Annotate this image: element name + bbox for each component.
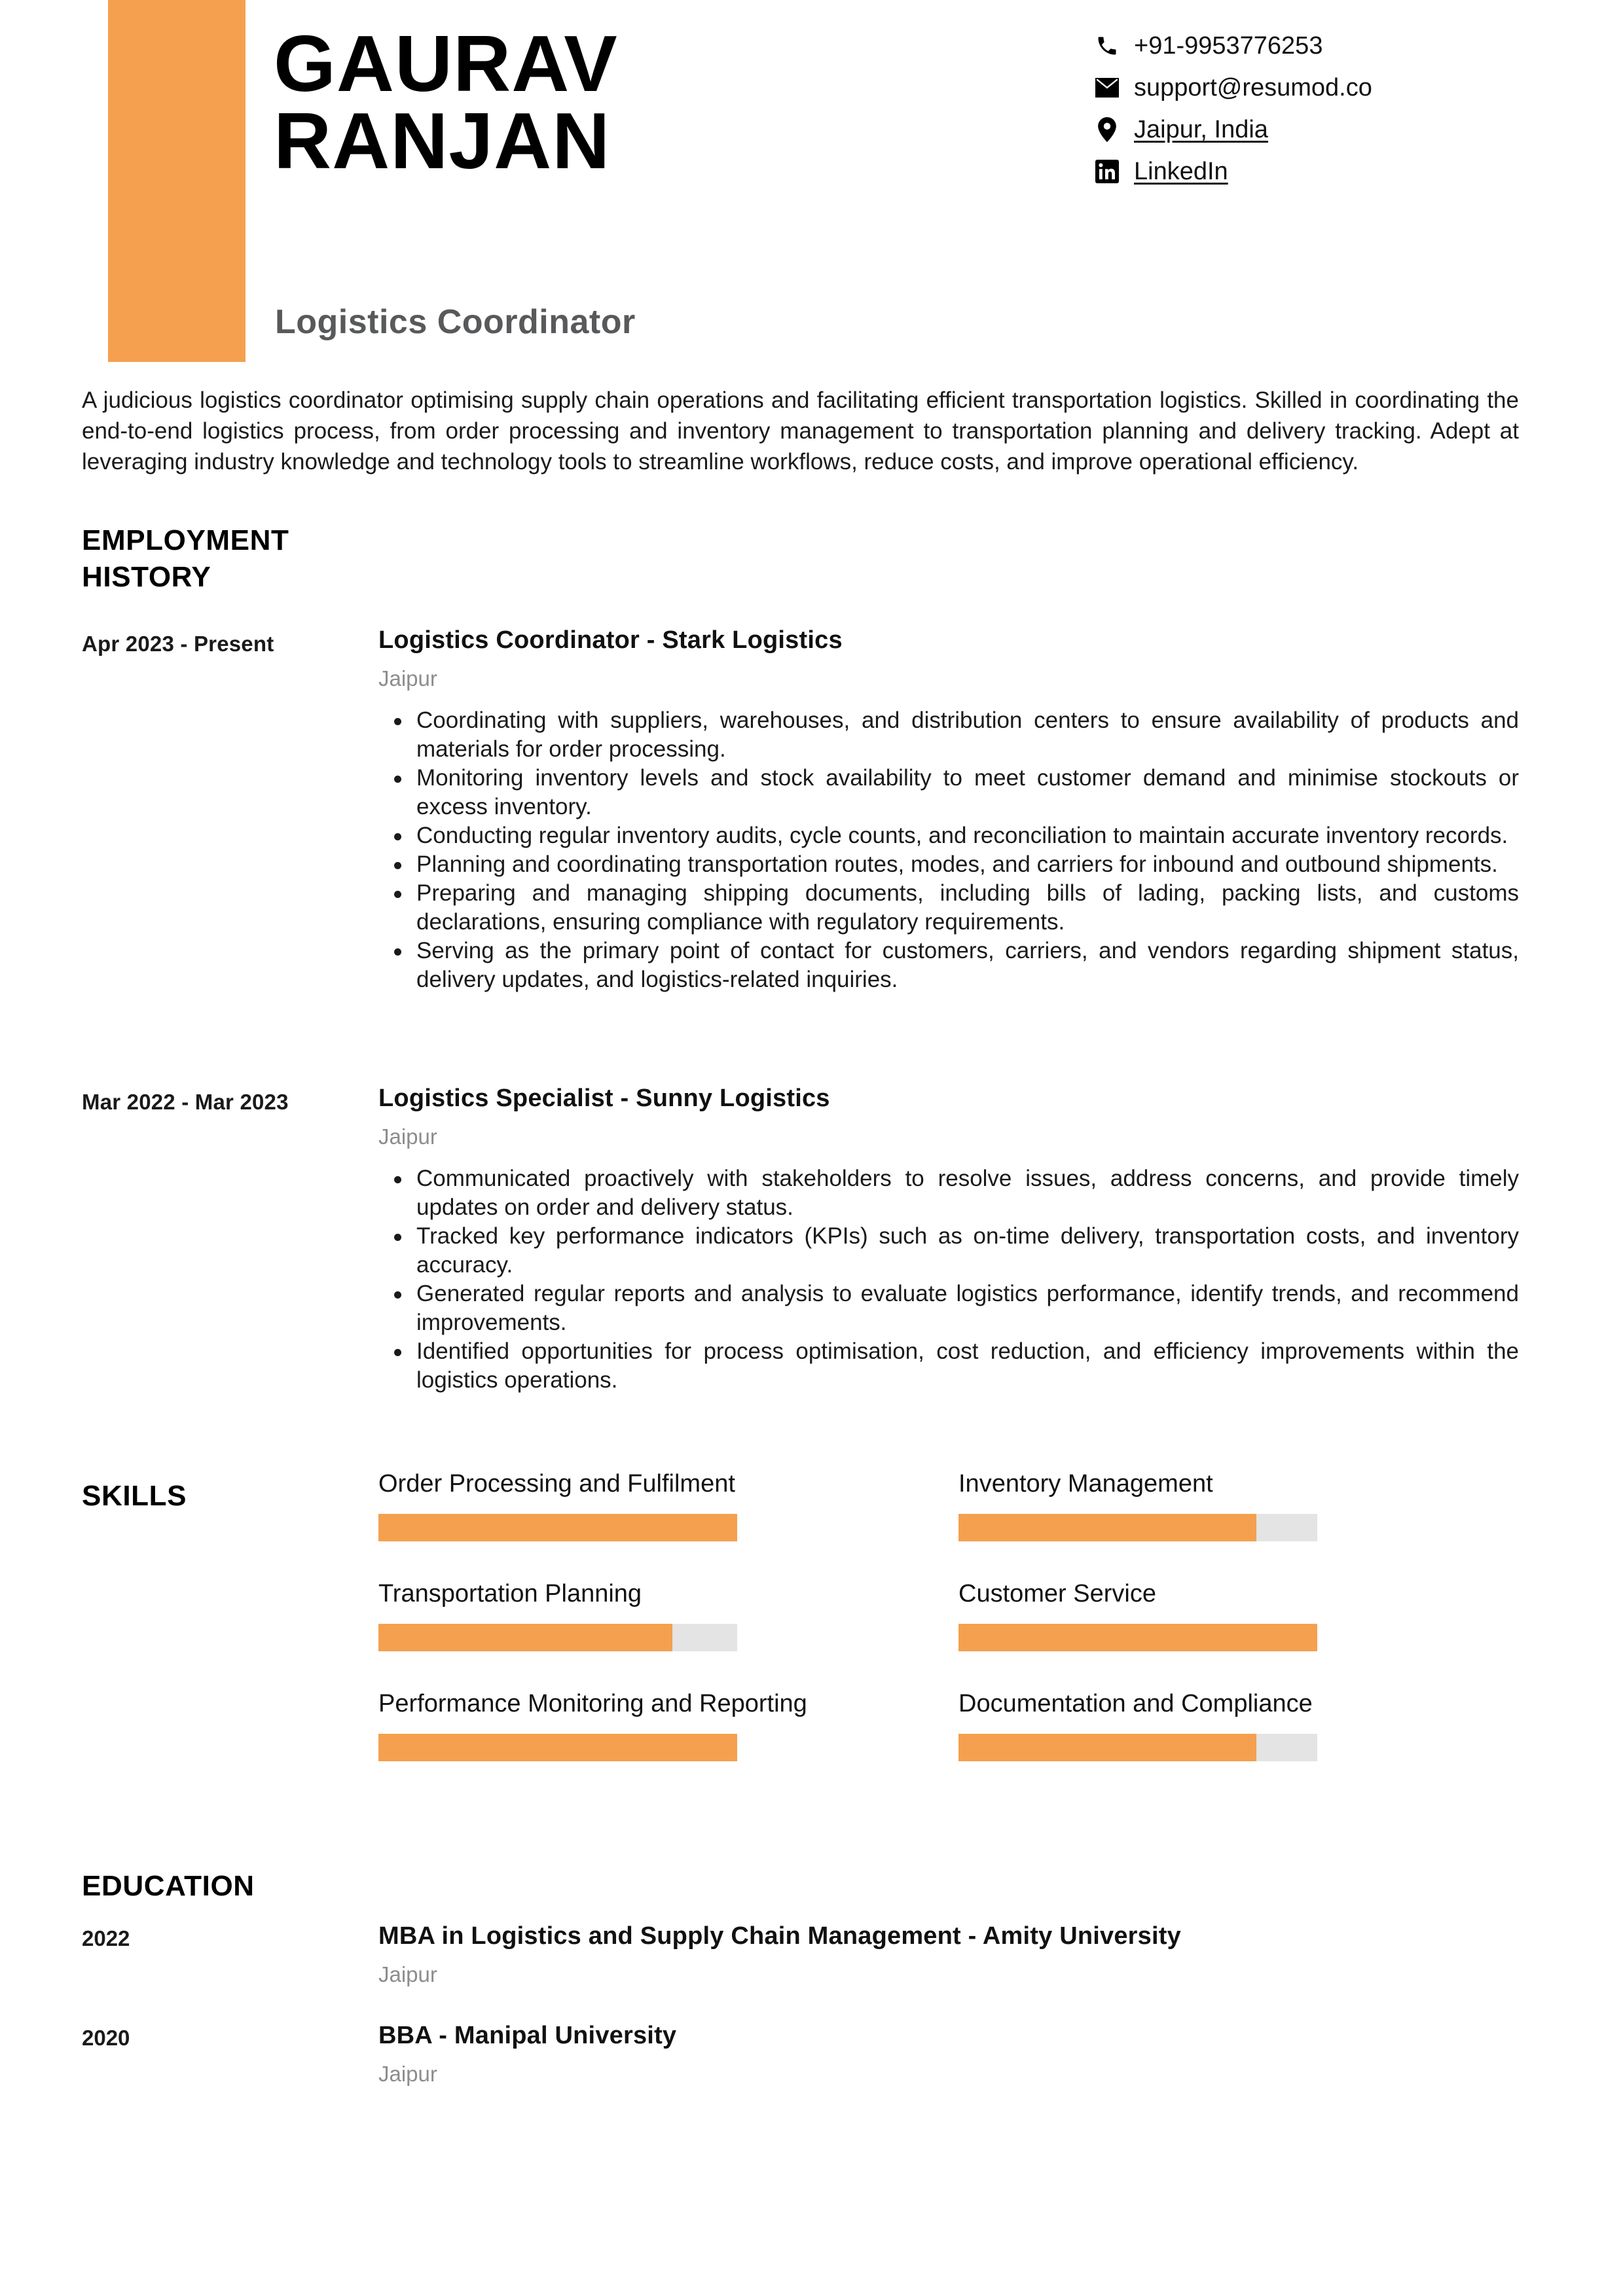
skill-progress-fill — [958, 1734, 1256, 1761]
skill-progress-fill — [958, 1624, 1317, 1651]
experience-bullet: Generated regular reports and analysis to evaluate logistics performance, identify trends, and recommend improvements. — [416, 1280, 1519, 1337]
skill-label: Performance Monitoring and Reporting — [378, 1690, 807, 1717]
experience-title: Logistics Specialist - Sunny Logistics — [378, 1085, 830, 1112]
skill-progress-track — [378, 1624, 737, 1651]
experience-bullet: Serving as the primary point of contact for customers, carriers, and vendors regarding shipment status, delivery updates, and logistics-related inquiries. — [416, 937, 1519, 994]
contact-row-email[interactable] — [1095, 72, 1372, 103]
skill-progress-fill — [378, 1624, 672, 1651]
experience-item — [82, 625, 1519, 994]
contact-row-location[interactable] — [1095, 114, 1372, 145]
professional-summary: A judicious logistics coordinator optimising supply chain operations and facilitating efficient transportation logistics. Skilled in coordinating the end-to-end logistics process, from order processing and inventory management to transportation planning and delivery tracking. Adept at leveraging industry knowledge and technology tools to streamline workflows, reduce costs, and improve operational efficiency. — [82, 387, 1519, 475]
education-degree: MBA in Logistics and Supply Chain Management - Amity University — [378, 1922, 1181, 1950]
experience-location: Jaipur — [378, 1124, 437, 1149]
skills-grid — [378, 1468, 1519, 1798]
education-item — [82, 1921, 1519, 1988]
skill-label: Customer Service — [958, 1580, 1156, 1607]
contact-info — [1095, 30, 1372, 187]
section-heading-skills: SKILLS — [82, 1480, 187, 1512]
location-pin-icon — [1095, 117, 1120, 142]
phone-number: +91-9953776253 — [1134, 31, 1323, 60]
experience-title: Logistics Coordinator - Stark Logistics — [378, 626, 843, 654]
education-degree: BBA - Manipal University — [378, 2022, 677, 2049]
phone-icon — [1095, 33, 1120, 58]
skill-label: Order Processing and Fulfilment — [378, 1470, 735, 1498]
experience-bullet: Coordinating with suppliers, warehouses, and distribution centers to ensure availability of products and materials for order processing. — [416, 706, 1519, 764]
experience-bullet: Preparing and managing shipping documents, including bills of lading, packing lists, and customs declarations, ensuring compliance with regulatory requirements. — [416, 879, 1519, 937]
experience-item — [82, 1083, 1519, 1395]
orange-accent-bar — [108, 0, 246, 362]
linkedin-icon — [1095, 159, 1120, 184]
first-name: GAURAV — [274, 19, 618, 108]
skill-label: Inventory Management — [958, 1470, 1213, 1498]
education-year: 2020 — [82, 2026, 130, 2050]
experience-location: Jaipur — [378, 666, 437, 691]
education-year: 2022 — [82, 1926, 130, 1950]
education-location: Jaipur — [378, 1962, 437, 1986]
education-details — [378, 2020, 1519, 2087]
experience-bullet-list — [378, 706, 1519, 994]
envelope-icon — [1095, 75, 1120, 100]
skill-progress-fill — [378, 1514, 737, 1541]
email-address: support@resumod.co — [1134, 73, 1372, 101]
experience-bullet: Identified opportunities for process optimisation, cost reduction, and efficiency improvements within the logistics operations. — [416, 1337, 1519, 1395]
skill-label: Transportation Planning — [378, 1580, 642, 1607]
skill-progress-track — [958, 1514, 1317, 1541]
skill-progress-fill — [378, 1734, 737, 1761]
experience-bullet: Tracked key performance indicators (KPIs) such as on-time delivery, transportation costs, and inventory accuracy. — [416, 1222, 1519, 1280]
skill-progress-track — [378, 1514, 737, 1541]
skill-item — [958, 1468, 1519, 1578]
experience-bullet: Communicated proactively with stakeholders to resolve issues, address concerns, and provide timely updates on order and delivery status. — [416, 1164, 1519, 1222]
experience-details — [378, 625, 1519, 994]
skill-progress-track — [958, 1624, 1317, 1651]
education-details — [378, 1921, 1519, 1988]
skill-item — [958, 1688, 1519, 1798]
skill-item — [958, 1578, 1519, 1688]
skill-progress-track — [958, 1734, 1317, 1761]
education-location: Jaipur — [378, 2062, 437, 2086]
last-name: RANJAN — [274, 96, 611, 185]
experience-date-range: Mar 2022 - Mar 2023 — [82, 1090, 289, 1114]
skill-item — [378, 1578, 939, 1688]
section-heading-education: EDUCATION — [82, 1870, 255, 1902]
candidate-name — [274, 19, 1027, 185]
education-item — [82, 2020, 1519, 2087]
candidate-job-title: Logistics Coordinator — [275, 303, 636, 341]
experience-bullet-list — [378, 1164, 1519, 1395]
experience-bullet: Planning and coordinating transportation routes, modes, and carriers for inbound and outbound shipments. — [416, 850, 1519, 879]
experience-details — [378, 1083, 1519, 1395]
section-heading-employment-history: EMPLOYMENT HISTORY — [82, 524, 289, 593]
skill-label: Documentation and Compliance — [958, 1690, 1313, 1717]
contact-row-phone[interactable] — [1095, 30, 1372, 62]
experience-date-range: Apr 2023 - Present — [82, 632, 274, 656]
resume-header — [0, 0, 1623, 367]
skill-progress-fill — [958, 1514, 1256, 1541]
skill-item — [378, 1468, 939, 1578]
skill-item — [378, 1688, 939, 1798]
linkedin-label[interactable]: LinkedIn — [1134, 157, 1228, 185]
skill-progress-track — [378, 1734, 737, 1761]
experience-bullet: Monitoring inventory levels and stock availability to meet customer demand and minimise stockouts or excess inventory. — [416, 764, 1519, 821]
contact-row-linkedin[interactable] — [1095, 156, 1372, 187]
experience-bullet: Conducting regular inventory audits, cycle counts, and reconciliation to maintain accurate inventory records. — [416, 821, 1519, 850]
location-text[interactable]: Jaipur, India — [1134, 115, 1268, 143]
